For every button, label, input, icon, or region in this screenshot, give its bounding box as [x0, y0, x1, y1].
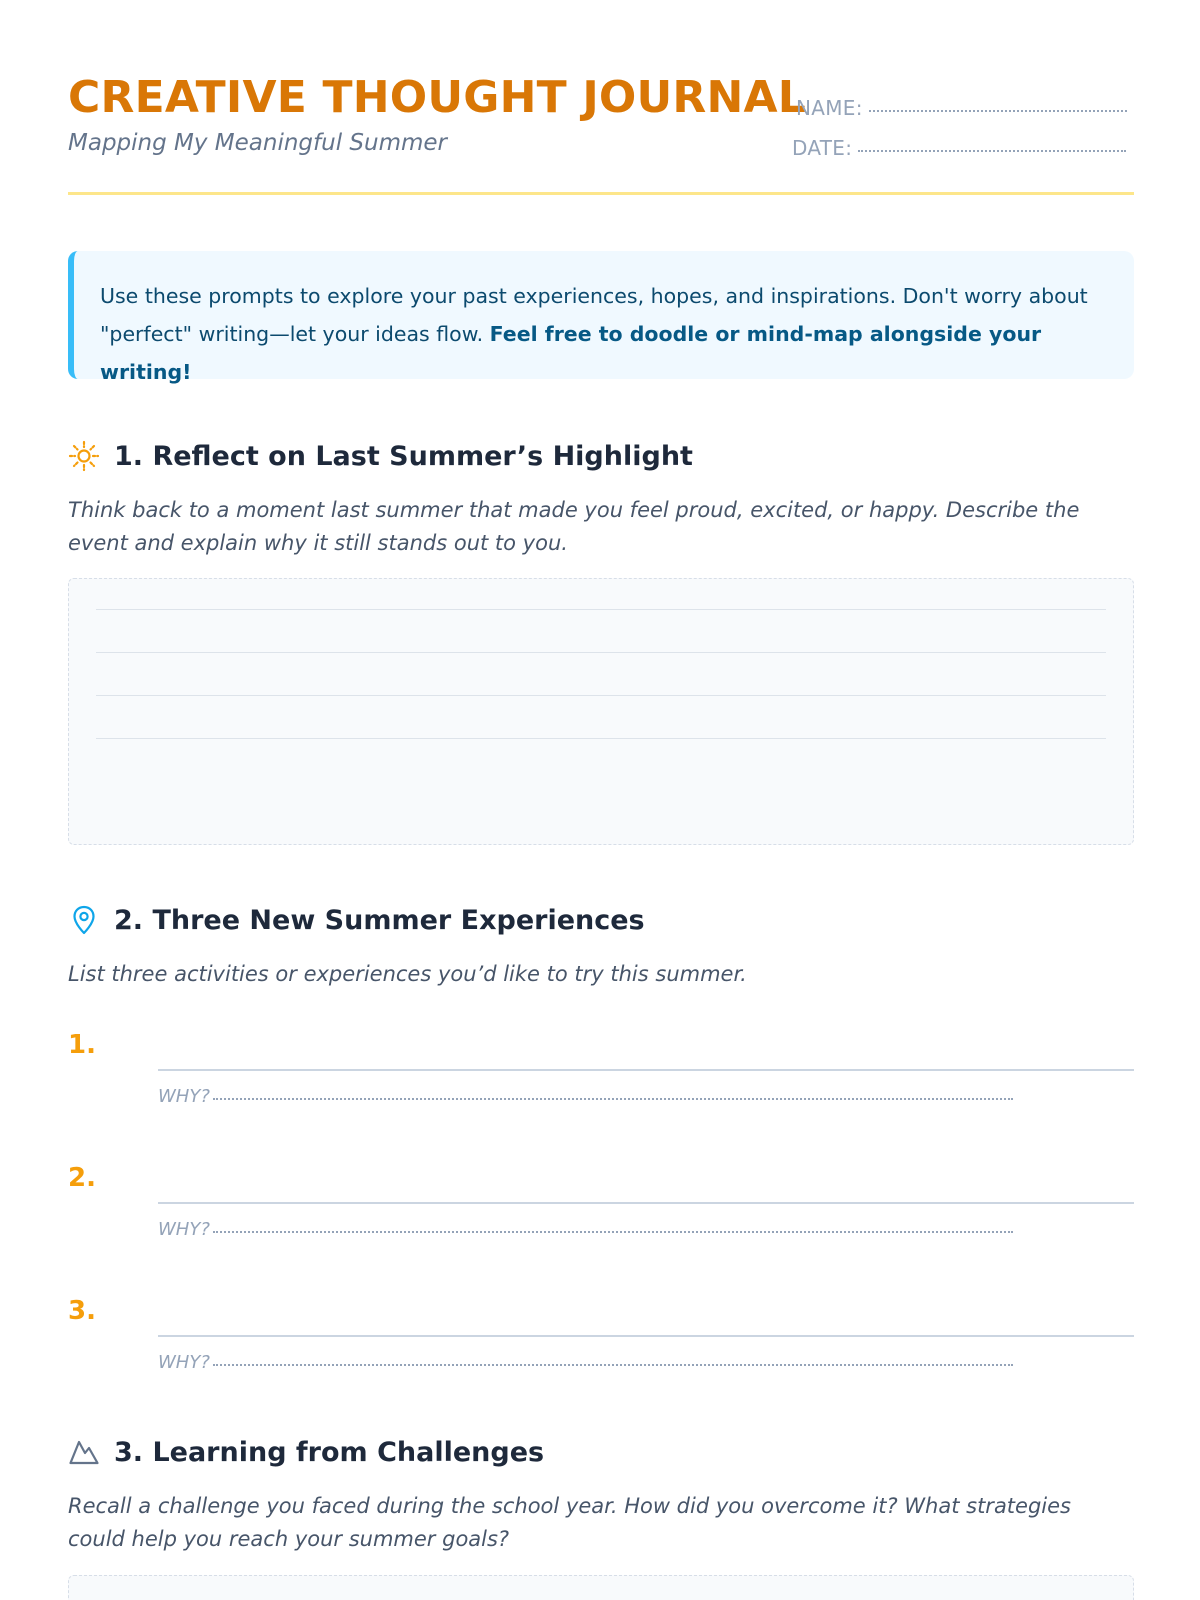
- writing-line: [96, 609, 1106, 610]
- mountain-icon: [68, 1436, 100, 1468]
- section-1-writing-area[interactable]: [68, 578, 1134, 845]
- map-pin-icon: [68, 904, 100, 936]
- section-2-prompt: List three activities or experiences you’d like to try this summer.: [68, 962, 747, 986]
- experience-number-2: 2.: [68, 1163, 96, 1193]
- section-3-writing-area[interactable]: [68, 1575, 1134, 1600]
- section-2-title: 2. Three New Summer Experiences: [114, 904, 645, 936]
- experience-3-why[interactable]: [158, 1352, 1013, 1373]
- why-label: WHY?: [158, 1352, 210, 1373]
- intro-bold-text: Feel free to doodle or mind-map alongside your writing!: [100, 322, 1042, 384]
- name-blank-line[interactable]: [869, 110, 1127, 112]
- section-3-prompt: Recall a challenge you faced during the school year. How did you overcome it? What strategies could help you reach your summer goals?: [68, 1494, 1071, 1551]
- header: [68, 72, 1134, 196]
- why-blank-line[interactable]: [213, 1098, 1013, 1100]
- header-divider: [68, 192, 1134, 195]
- section-3-heading: [68, 1436, 544, 1468]
- experience-1-why[interactable]: [158, 1086, 1013, 1107]
- why-label: WHY?: [158, 1086, 210, 1107]
- page-title: CREATIVE THOUGHT JOURNAL: [68, 72, 807, 123]
- section-1-heading: [68, 440, 693, 472]
- section-3-title: 3. Learning from Challenges: [114, 1436, 545, 1468]
- experience-2-line[interactable]: [158, 1202, 1134, 1204]
- date-field[interactable]: [792, 136, 1126, 160]
- intro-callout: [68, 251, 1134, 384]
- page-subtitle: Mapping My Meaningful Summer: [68, 130, 447, 156]
- experience-2-why[interactable]: [158, 1219, 1013, 1240]
- section-1-prompt: Think back to a moment last summer that made you feel proud, excited, or happy. Describe the event and explain why it still stands out to you.: [68, 498, 1080, 555]
- sun-icon: [68, 440, 100, 472]
- date-blank-line[interactable]: [858, 150, 1126, 152]
- experience-3-line[interactable]: [158, 1335, 1134, 1337]
- writing-line: [96, 738, 1106, 739]
- writing-line: [96, 695, 1106, 696]
- writing-line: [96, 652, 1106, 653]
- experience-number-1: 1.: [68, 1030, 96, 1060]
- why-blank-line[interactable]: [213, 1231, 1013, 1233]
- why-label: WHY?: [158, 1219, 210, 1240]
- why-blank-line[interactable]: [213, 1364, 1013, 1366]
- experience-number-3: 3.: [68, 1296, 96, 1326]
- section-2-heading: [68, 904, 645, 936]
- experience-1-line[interactable]: [158, 1069, 1134, 1071]
- name-field[interactable]: [796, 96, 1127, 120]
- section-1-title: 1. Reflect on Last Summer’s Highlight: [114, 440, 693, 472]
- name-label: NAME:: [796, 96, 863, 120]
- intro-text: Use these prompts to explore your past experiences, hopes, and inspirations. Don't worry about "perfect" writing—let your ideas flow.: [100, 284, 1088, 346]
- date-label: DATE:: [792, 136, 853, 160]
